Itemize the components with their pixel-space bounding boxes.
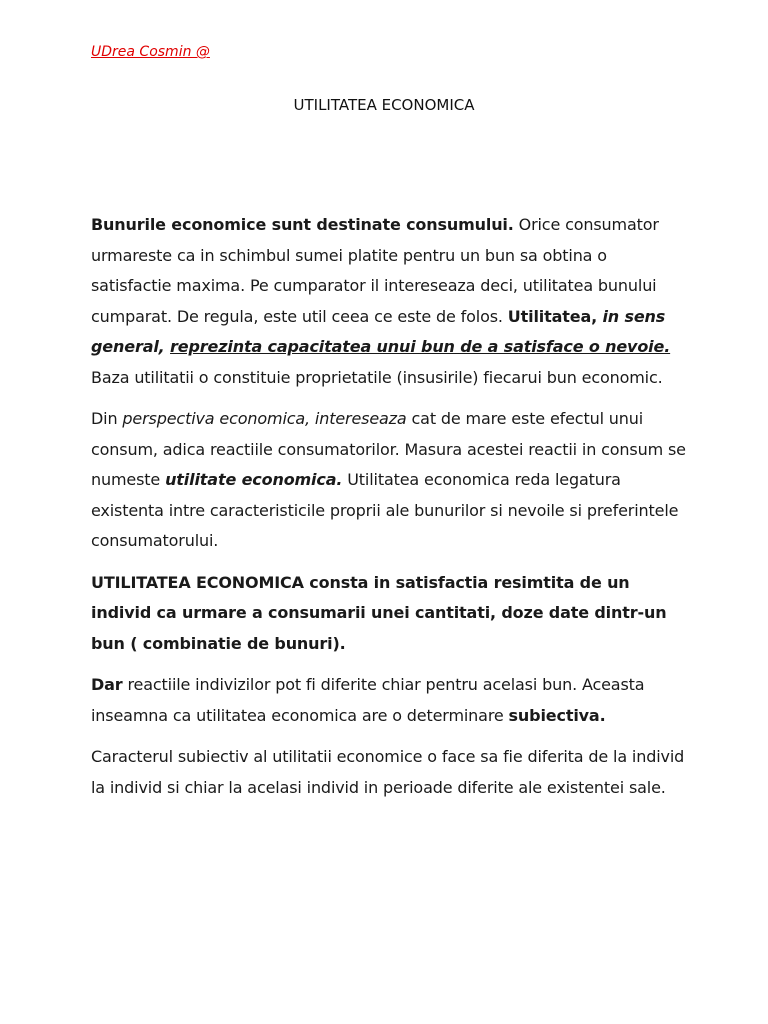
bold-term: Utilitatea, [507, 306, 598, 326]
bold-term: subiectiva. [508, 705, 606, 725]
text-run: cat de mare este efectul unui consum, adica reactiile consumatorilor. Masura acestei reactii in consum se numeste [91, 409, 686, 489]
bold-italic-run: in sens general, [91, 306, 666, 356]
bold-italic-term: utilitate economica. [165, 470, 343, 489]
paragraph-1 [91, 210, 691, 393]
text-run: Orice consumator urmareste ca in schimbul sumei platite pentru un bun sa obtina o satisfactie maxima. Pe cumparator il intereseaza deci, utilitatea bunului cumparat. De regula, este util ceea ce este de folos. [91, 215, 659, 326]
text-run: Din [91, 409, 123, 428]
paragraph-2 [91, 404, 691, 557]
paragraph-5 [91, 742, 691, 803]
document-title: UTILITATEA ECONOMICA [293, 96, 475, 114]
text-run: Baza utilitatii o constituie proprietatile (insusirile) fiecarui bun economic. [91, 367, 663, 387]
bold-lead: Bunurile economice sunt destinate consumului. [91, 215, 514, 234]
bold-definition: UTILITATEA ECONOMICA consta in satisfactia resimtita de un individ ca urmare a consumarii unei cantitati, doze date dintr-un bun ( combinatie de bunuri). [91, 572, 667, 653]
text-run: Utilitatea economica reda legatura existenta intre caracteristicile proprii ale bunurilor si nevoile si preferintele consumatorului. [91, 470, 679, 550]
bold-lead: Dar [91, 675, 123, 694]
document-body [91, 210, 691, 814]
author-header: UDrea Cosmin @ [91, 44, 210, 60]
paragraph-3 [91, 568, 691, 660]
text-run: reactiile indivizilor pot fi diferite chiar pentru acelasi bun. Aceasta inseamna ca utilitatea economica are o determinare [91, 675, 645, 725]
text-run: Caracterul subiectiv al utilitatii economice o face sa fie diferita de la individ la individ si chiar la acelasi individ in perioade diferite ale existentei sale. [91, 747, 685, 797]
italic-run: perspectiva economica, intereseaza [122, 409, 407, 428]
underlined-definition: reprezinta capacitatea unui bun de a satisface o nevoie. [170, 337, 671, 356]
paragraph-4 [91, 670, 691, 731]
